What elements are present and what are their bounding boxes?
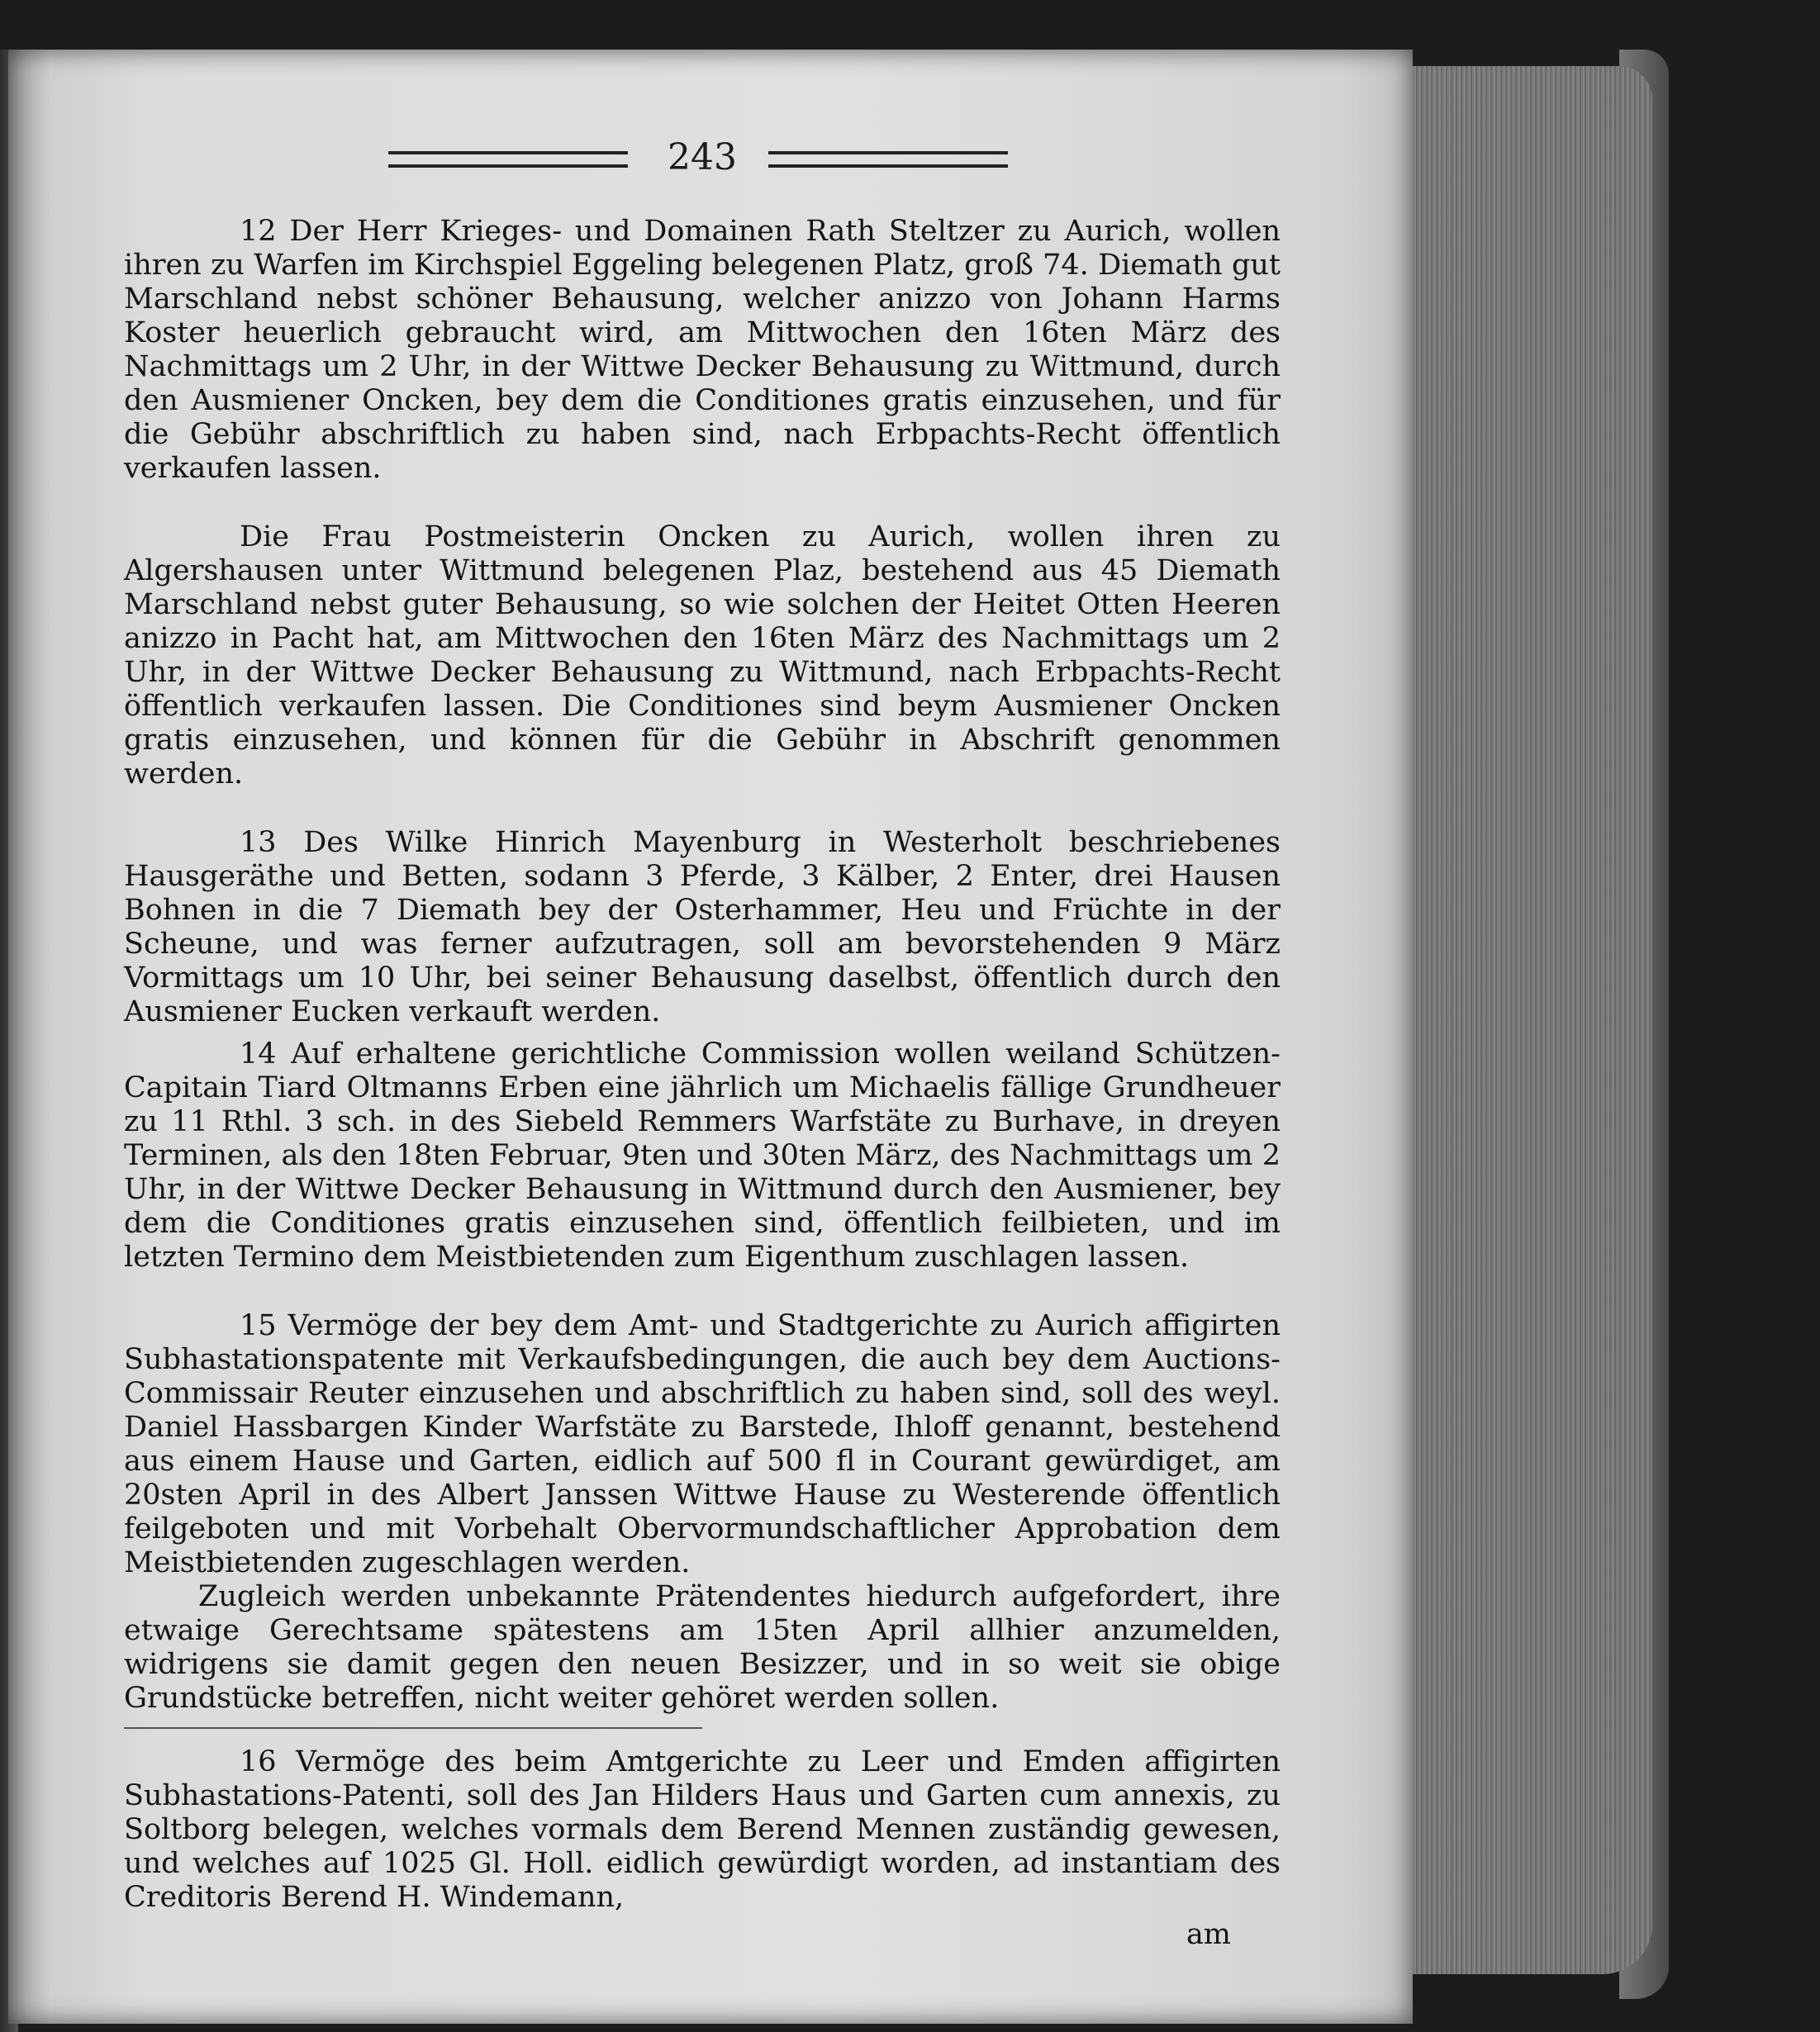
notice-15: 15 Vermöge der bey dem Amt- und Stadtgerichte zu Aurich affigirten Subhastationspatente mit Verkaufsbedingungen, die auch bey dem Auctions-Commissair Reuter einzusehen und abschriftlich zu haben sind, soll des weyl. Daniel Hassbargen Kinder Warfstäte zu Barstede, Ihloff genannt, bestehend aus einem Hause und Garten, eidlich auf 500 fl in Courant gewürdiget, am 20sten April in des Albert Janssen Wittwe Hause zu Westerende öffentlich feilgeboten und mit Vorbehalt Obervormundschaftlicher Approbation dem Meistbietenden zugeschlagen werden. [124,1309,1281,1579]
header-rule-right [768,151,1008,168]
notice-15-addendum: Zugleich werden unbekannte Prätendentes hiedurch aufgefordert, ihre etwaige Gerechtsame spätestens am 15ten April allhier anzumelden, widrigens sie damit gegen den neuen Besizzer, und in so weit sie obige Grundstücke betreffen, nicht weiter gehöret werden sollen. [124,1580,1281,1715]
notice-14: 14 Auf erhaltene gerichtliche Commission wollen weiland Schützen-Capitain Tiard Oltmanns Erben eine jährlich um Michaelis fällige Grundheuer zu 11 Rthl. 3 sch. in des Siebeld Remmers Warfstäte zu Burhave, in dreyen Terminen, als den 18ten Februar, 9ten und 30ten März, des Nachmittags um 2 Uhr, in der Wittwe Decker Behausung in Wittmund durch den Ausmiener, bey dem die Conditiones gratis einzusehen sind, öffentlich feilbieten, und im letzten Termino dem Meistbietenden zum Eigenthum zuschlagen lassen. [124,1037,1281,1274]
header-rule-left [388,151,628,168]
section-divider [124,1727,702,1729]
notice-postmeisterin: Die Frau Postmeisterin Oncken zu Aurich, wollen ihren zu Algershausen unter Wittmund belegenen Plaz, bestehend aus 45 Diemath Marschland nebst guter Behausung, so wie solchen der Heitet Otten Heeren anizzo in Pacht hat, am Mittwochen den 16ten März des Nachmittags um 2 Uhr, in der Wittwe Decker Behausung zu Wittmund, nach Erbpachts-Recht öffentlich verkaufen lassen. Die Conditiones sind beym Ausmiener Oncken gratis einzusehen, und können für die Gebühr in Abschrift genommen werden. [124,520,1281,790]
page-number: 243 [668,136,737,178]
notice-16: 16 Vermöge des beim Amtgerichte zu Leer und Emden affigirten Subhastations-Patenti, soll des Jan Hilders Haus und Garten cum annexis, zu Soltborg belegen, welches vormals dem Berend Mennen zuständig gewesen, und welches auf 1025 Gl. Holl. eidlich gewürdigt worden, ad instantiam des Creditoris Berend H. Windemann, [124,1745,1281,1914]
page-header [388,136,1008,178]
notice-12: 12 Der Herr Krieges- und Domainen Rath Steltzer zu Aurich, wollen ihren zu Warfen im Kirchspiel Eggeling belegenen Platz, groß 74. Diemath gut Marschland nebst schöner Behausung, welcher anizzo von Johann Harms Koster heuerlich gebraucht wird, am Mittwochen den 16ten März des Nachmittags um 2 Uhr, in der Wittwe Decker Behausung zu Wittmund, durch den Ausmiener Oncken, bey dem die Conditiones gratis einzusehen, und für die Gebühr abschriftlich zu haben sind, nach Erbpachts-Recht öffentlich verkaufen lassen. [124,215,1281,485]
catchword: am [1186,1918,1231,1951]
page-body [124,215,1281,1952]
notice-13: 13 Des Wilke Hinrich Mayenburg in Westerholt beschriebenes Hausgeräthe und Betten, sodann 3 Pferde, 3 Kälber, 2 Enter, drei Hausen Bohnen in die 7 Diemath bey der Osterhammer, Heu und Früchte in der Scheune, und was ferner aufzutragen, soll am bevorstehenden 9 März Vormittags um 10 Uhr, bei seiner Behausung daselbst, öffentlich durch den Ausmiener Eucken verkauft werden. [124,826,1281,1028]
page-edges [1409,66,1652,1974]
